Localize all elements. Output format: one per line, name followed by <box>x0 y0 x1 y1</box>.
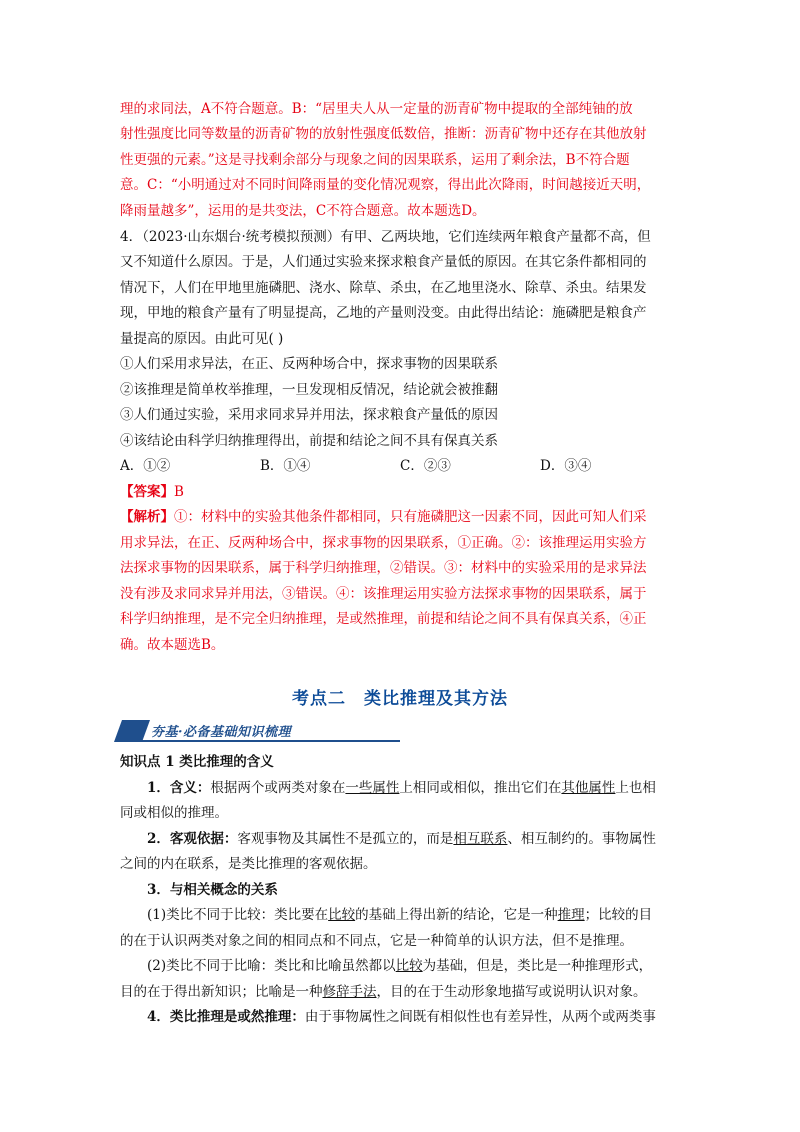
question-stem-line: 现，甲地的粮食产量有了明显提高，乙地的产量则没变。由此得出结论：施磷肥是粮食产 <box>120 305 647 321</box>
section-title: 考点二 类比推理及其方法 <box>292 689 508 709</box>
text: 由于事物属性之间既有相似性也有差异性，从两个或两类事 <box>304 1009 656 1025</box>
text: 为基础，但是，类比是一种推理形式， <box>422 958 653 974</box>
banner-rule <box>118 740 400 742</box>
text: ；比较的目 <box>584 907 653 923</box>
text: 的基础上得出新的结论，它是一种 <box>355 907 558 923</box>
question-stem-line: 量提高的原因。由此可见( ) <box>120 331 284 347</box>
choice-b: B．①④ <box>260 458 311 474</box>
analysis-label: 【解析】 <box>120 509 174 525</box>
underlined-term: 比较 <box>395 958 423 974</box>
prev-analysis-line: 射性强度比同等数量的沥青矿物的放射性强度低数倍，推断：沥青矿物中还存在其他放射 <box>120 126 647 142</box>
choice-c: C．②③ <box>400 458 451 474</box>
probable-label: 4．类比推理是或然推理： <box>147 1009 305 1025</box>
analysis-line: 法探求事物的因果联系，属于科学归纳推理，②错误。③：材料中的实验采用的是求异法 <box>120 560 647 576</box>
answer-label: 【答案】 <box>120 484 174 500</box>
text: 、相互制约的。事物属性 <box>507 831 656 847</box>
text: ，目的在于生动形象地描写或说明认识对象。 <box>376 984 647 1000</box>
basis-label: 2．客观依据： <box>147 831 238 847</box>
analysis-line: 没有涉及求同求异并用法，③错误。④：该推理运用实验方法探求事物的因果联系，属于 <box>120 586 647 602</box>
answer-value: B <box>174 484 184 500</box>
question-stem-line: 情况下，人们在甲地里施磷肥、浇水、除草、杀虫，在乙地里浇水、除草、杀虫。结果发 <box>120 280 647 296</box>
banner-bar <box>114 720 150 742</box>
underlined-term: 相互联系 <box>453 831 508 847</box>
section-banner <box>118 720 400 742</box>
statement-2: ②该推理是简单枚举推理，一旦发现相反情况，结论就会被推翻 <box>120 382 498 398</box>
choice-a: A．①② <box>120 458 171 474</box>
relation-1-line-2: 的在于认识两类对象之间的相同点和不同点，它是一种简单的认识方法，但不是推理。 <box>120 933 633 949</box>
relation-2-line-2 <box>120 982 686 1002</box>
underlined-term: 推理 <box>557 907 585 923</box>
analysis-line <box>120 507 686 527</box>
prev-analysis-line: 性更强的元素。”这是寻找剩余部分与现象之间的因果联系，运用了剩余法，B不符合题 <box>120 152 630 168</box>
underlined-term: 修辞手法 <box>322 984 377 1000</box>
prev-analysis-line: 意。C：“小明通过对不同时间降雨量的变化情况观察，得出此次降雨，时间越接近天明， <box>120 177 651 193</box>
question-stem-line: 又不知道什么原因。于是，人们通过实验来探求粮食产量低的原因。在其它条件都相同的 <box>120 254 647 270</box>
text: 上相同或相似，推出它们在 <box>399 780 562 796</box>
analysis-text: ①：材料中的实验其他条件都相同，只有施磷肥这一因素不同，因此可知人们采 <box>174 509 647 525</box>
answer-line <box>120 482 686 502</box>
text: 根据两个或两类对象在 <box>210 780 346 796</box>
underlined-term: 比较 <box>328 907 356 923</box>
choice-d: D．③④ <box>540 458 592 474</box>
analysis-line: 科学归纳推理，是不完全归纳推理，是或然推理，前提和结论之间不具有保真关系，④正 <box>120 611 647 627</box>
underlined-term: 一些属性 <box>345 780 400 796</box>
basis-line <box>120 829 686 849</box>
statement-4: ④该结论由科学归纳推理得出，前提和结论之间不具有保真关系 <box>120 433 498 449</box>
definition-label: 1．含义： <box>147 780 211 796</box>
definition-line-2: 同或相似的推理。 <box>120 805 228 821</box>
underlined-term: 其他属性 <box>561 780 616 796</box>
analysis-line: 用求异法，在正、反两种场合中，探求事物的因果联系，①正确。②：该推理运用实验方 <box>120 535 647 551</box>
probable-line <box>120 1007 686 1027</box>
analysis-line: 确。故本题选B。 <box>120 637 225 653</box>
prev-analysis-line: 降雨量越多”，运用的是共变法，C不符合题意。故本题选D。 <box>120 203 486 219</box>
statement-3: ③人们通过实验，采用求同求异并用法，探求粮食产量低的原因 <box>120 407 498 423</box>
relations-heading: 3．与相关概念的关系 <box>147 882 278 898</box>
banner-text: 夯基·必备基础知识梳理 <box>151 725 292 740</box>
question-stem-line: 4．（2023·山东烟台·统考模拟预测）有甲、乙两块地，它们连续两年粮食产量都不高，但 <box>120 229 651 245</box>
basis-line-2: 之间的内在联系，是类比推理的客观依据。 <box>120 856 377 872</box>
statement-1: ①人们采用求异法，在正、反两种场合中，探求事物的因果联系 <box>120 356 498 372</box>
prev-analysis-line: 理的求同法，A不符合题意。B：“居里夫人从一定量的沥青矿物中提取的全部纯铀的放 <box>120 101 633 117</box>
relation-2-line <box>120 956 686 976</box>
text: 客观事物及其属性不是孤立的，而是 <box>237 831 454 847</box>
text: (2)类比不同于比喻：类比和比喻虽然都以 <box>147 958 396 974</box>
choices-row <box>120 456 686 476</box>
knowledge-heading: 知识点 1 类比推理的含义 <box>120 754 274 770</box>
text: (1)类比不同于比较：类比要在 <box>147 907 329 923</box>
text: 上也相 <box>615 780 656 796</box>
relation-1-line <box>120 905 686 925</box>
definition-line <box>120 778 686 798</box>
text: 目的在于得出新知识；比喻是一种 <box>120 984 323 1000</box>
